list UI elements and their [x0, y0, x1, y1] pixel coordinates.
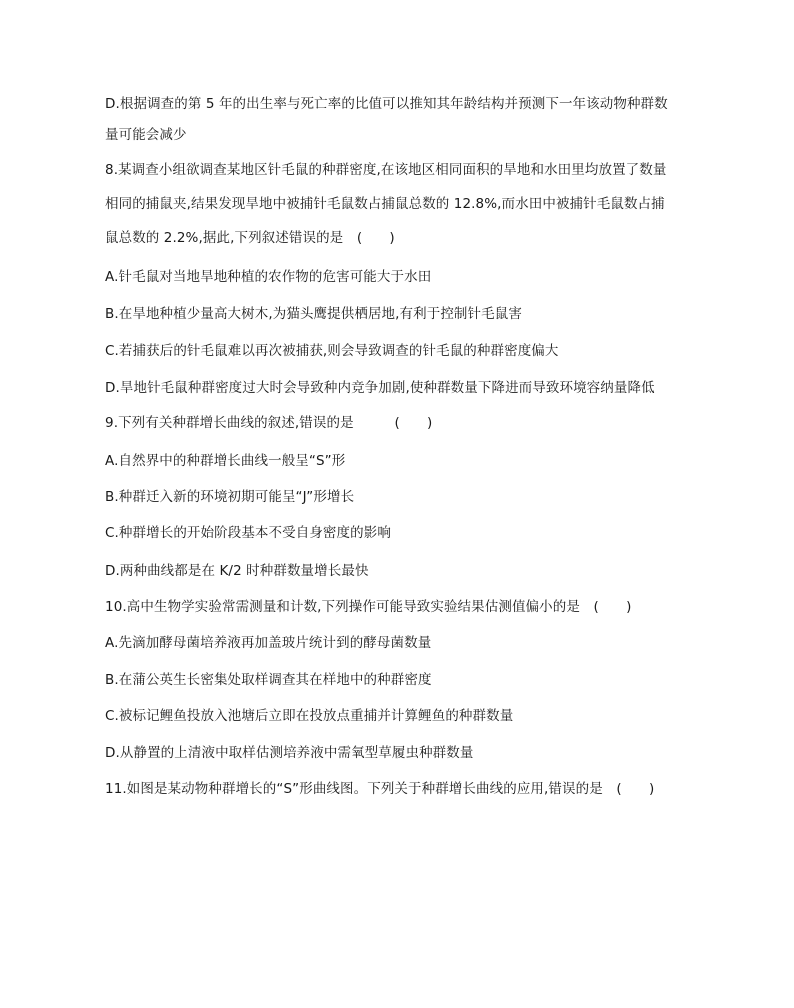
- option-8d: D.旱地针毛鼠种群密度过大时会导致种内竞争加剧,使种群数量下降进而导致环境容纳量降低: [105, 380, 655, 396]
- option-8c: C.若捕获后的针毛鼠难以再次被捕获,则会导致调查的针毛鼠的种群密度偏大: [105, 343, 559, 359]
- option-10c: C.被标记鲤鱼投放入池塘后立即在投放点重捕并计算鲤鱼的种群数量: [105, 708, 514, 724]
- question-10: 10.高中生物学实验常需测量和计数,下列操作可能导致实验结果估测值偏小的是 ( ): [105, 599, 632, 615]
- option-10d: D.从静置的上清液中取样估测培养液中需氧型草履虫种群数量: [105, 745, 474, 761]
- option-9c: C.种群增长的开始阶段基本不受自身密度的影响: [105, 525, 391, 541]
- option-10a: A.先滴加酵母菌培养液再加盖玻片统计到的酵母菌数量: [105, 635, 432, 651]
- question-9: 9.下列有关种群增长曲线的叙述,错误的是 ( ): [105, 415, 433, 431]
- option-8a: A.针毛鼠对当地旱地种植的农作物的危害可能大于水田: [105, 269, 432, 285]
- question-8-line2: 相同的捕鼠夹,结果发现旱地中被捕针毛鼠数占捕鼠总数的 12.8%,而水田中被捕针毛鼠数占捕: [105, 196, 665, 212]
- option-8b: B.在旱地种植少量高大树木,为猫头鹰提供栖居地,有利于控制针毛鼠害: [105, 306, 522, 322]
- option-8d-line2: 量可能会减少: [105, 127, 187, 143]
- question-11: 11.如图是某动物种群增长的“S”形曲线图。下列关于种群增长曲线的应用,错误的是 ( ): [105, 781, 655, 797]
- option-9d: D.两种曲线都是在 K/2 时种群数量增长最快: [105, 563, 369, 579]
- option-9a: A.自然界中的种群增长曲线一般呈“S”形: [105, 453, 346, 469]
- option-9b: B.种群迁入新的环境初期可能呈“J”形增长: [105, 489, 355, 505]
- question-8-line1: 8.某调查小组欲调查某地区针毛鼠的种群密度,在该地区相同面积的旱地和水田里均放置了数量: [105, 162, 667, 178]
- question-8-line3: 鼠总数的 2.2%,据此,下列叙述错误的是 ( ): [105, 230, 395, 246]
- option-10b: B.在蒲公英生长密集处取样调查其在样地中的种群密度: [105, 672, 432, 688]
- option-8d-line1: D.根据调查的第 5 年的出生率与死亡率的比值可以推知其年龄结构并预测下一年该动物种群数: [105, 96, 668, 112]
